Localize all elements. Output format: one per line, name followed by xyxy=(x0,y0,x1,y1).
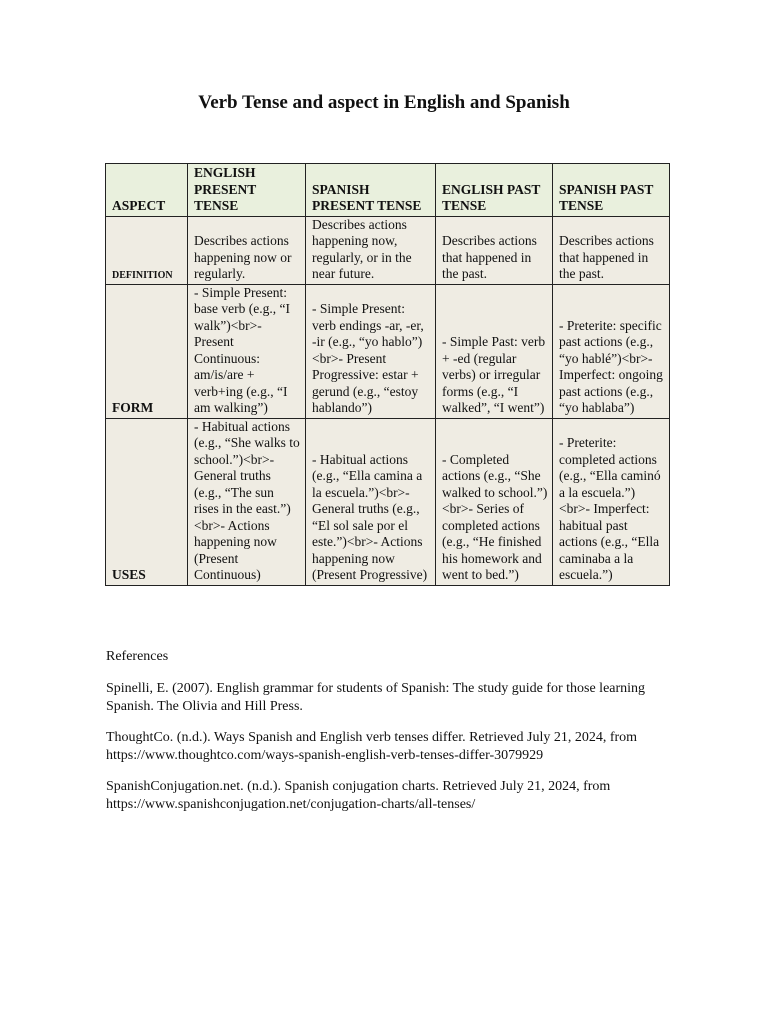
table-cell: Describes actions happening now, regularly, or in the near future. xyxy=(306,216,436,284)
table-cell: - Simple Present: verb endings -ar, -er, -ir (e.g., “yo hablo”)<br>- Present Progressive: estar + gerund (e.g., “estoy hablando”) xyxy=(306,284,436,418)
document-title: Verb Tense and aspect in English and Spanish xyxy=(198,92,570,113)
table-cell: Describes actions that happened in the past. xyxy=(553,216,670,284)
table-row xyxy=(106,284,670,418)
table-cell: - Simple Present: base verb (e.g., “I walk”)<br>- Present Continuous: am/is/are + verb+ing (e.g., “I am walking”) xyxy=(188,284,306,418)
table-cell: - Habitual actions (e.g., “Ella camina a la escuela.”)<br>- General truths (e.g., “El sol sale por el este.”)<br>- Actions happening now (Present Progressive) xyxy=(306,418,436,585)
table-cell: - Preterite: specific past actions (e.g., “yo hablé”)<br>- Imperfect: ongoing past actions (e.g., “yo hablaba”) xyxy=(553,284,670,418)
table-row xyxy=(106,418,670,585)
references-section xyxy=(106,648,666,827)
row-label-definition: DEFINITION xyxy=(106,216,188,284)
header-english-past: ENGLISH PAST TENSE xyxy=(436,164,553,217)
table-cell: Describes actions that happened in the past. xyxy=(436,216,553,284)
row-label-uses: USES xyxy=(106,418,188,585)
row-label-form: FORM xyxy=(106,284,188,418)
table-row xyxy=(106,216,670,284)
table-cell: - Simple Past: verb + -ed (regular verbs) or irregular forms (e.g., “I walked”, “I went”) xyxy=(436,284,553,418)
table-cell: - Preterite: completed actions (e.g., “Ella caminó a la escuela.”)<br>- Imperfect: habitual past actions (e.g., “Ella caminaba a la escuela.”) xyxy=(553,418,670,585)
header-english-present: ENGLISH PRESENT TENSE xyxy=(188,164,306,217)
table-cell: - Completed actions (e.g., “She walked to school.”)<br>- Series of completed actions (e.g., “He finished his homework and went to bed.”) xyxy=(436,418,553,585)
table-cell: Describes actions happening now or regularly. xyxy=(188,216,306,284)
header-aspect: ASPECT xyxy=(106,164,188,217)
verb-tense-table xyxy=(105,163,670,586)
header-spanish-past: SPANISH PAST TENSE xyxy=(553,164,670,217)
reference-item: ThoughtCo. (n.d.). Ways Spanish and English verb tenses differ. Retrieved July 21, 2024, from https://www.thoughtco.com/ways-spanish-english-verb-tenses-differ-3079929 xyxy=(106,730,638,763)
reference-item: SpanishConjugation.net. (n.d.). Spanish conjugation charts. Retrieved July 21, 2024, from https://www.spanishconjugation.net/conjugation-charts/all-tenses/ xyxy=(106,779,611,812)
table-cell: - Habitual actions (e.g., “She walks to school.”)<br>- General truths (e.g., “The sun rises in the east.”)<br>- Actions happening now (Present Continuous) xyxy=(188,418,306,585)
header-spanish-present: SPANISH PRESENT TENSE xyxy=(306,164,436,217)
references-heading: References xyxy=(106,649,169,664)
reference-item: Spinelli, E. (2007). English grammar for students of Spanish: The study guide for those learning Spanish. The Olivia and Hill Press. xyxy=(106,681,646,714)
table-header-row xyxy=(106,164,670,217)
